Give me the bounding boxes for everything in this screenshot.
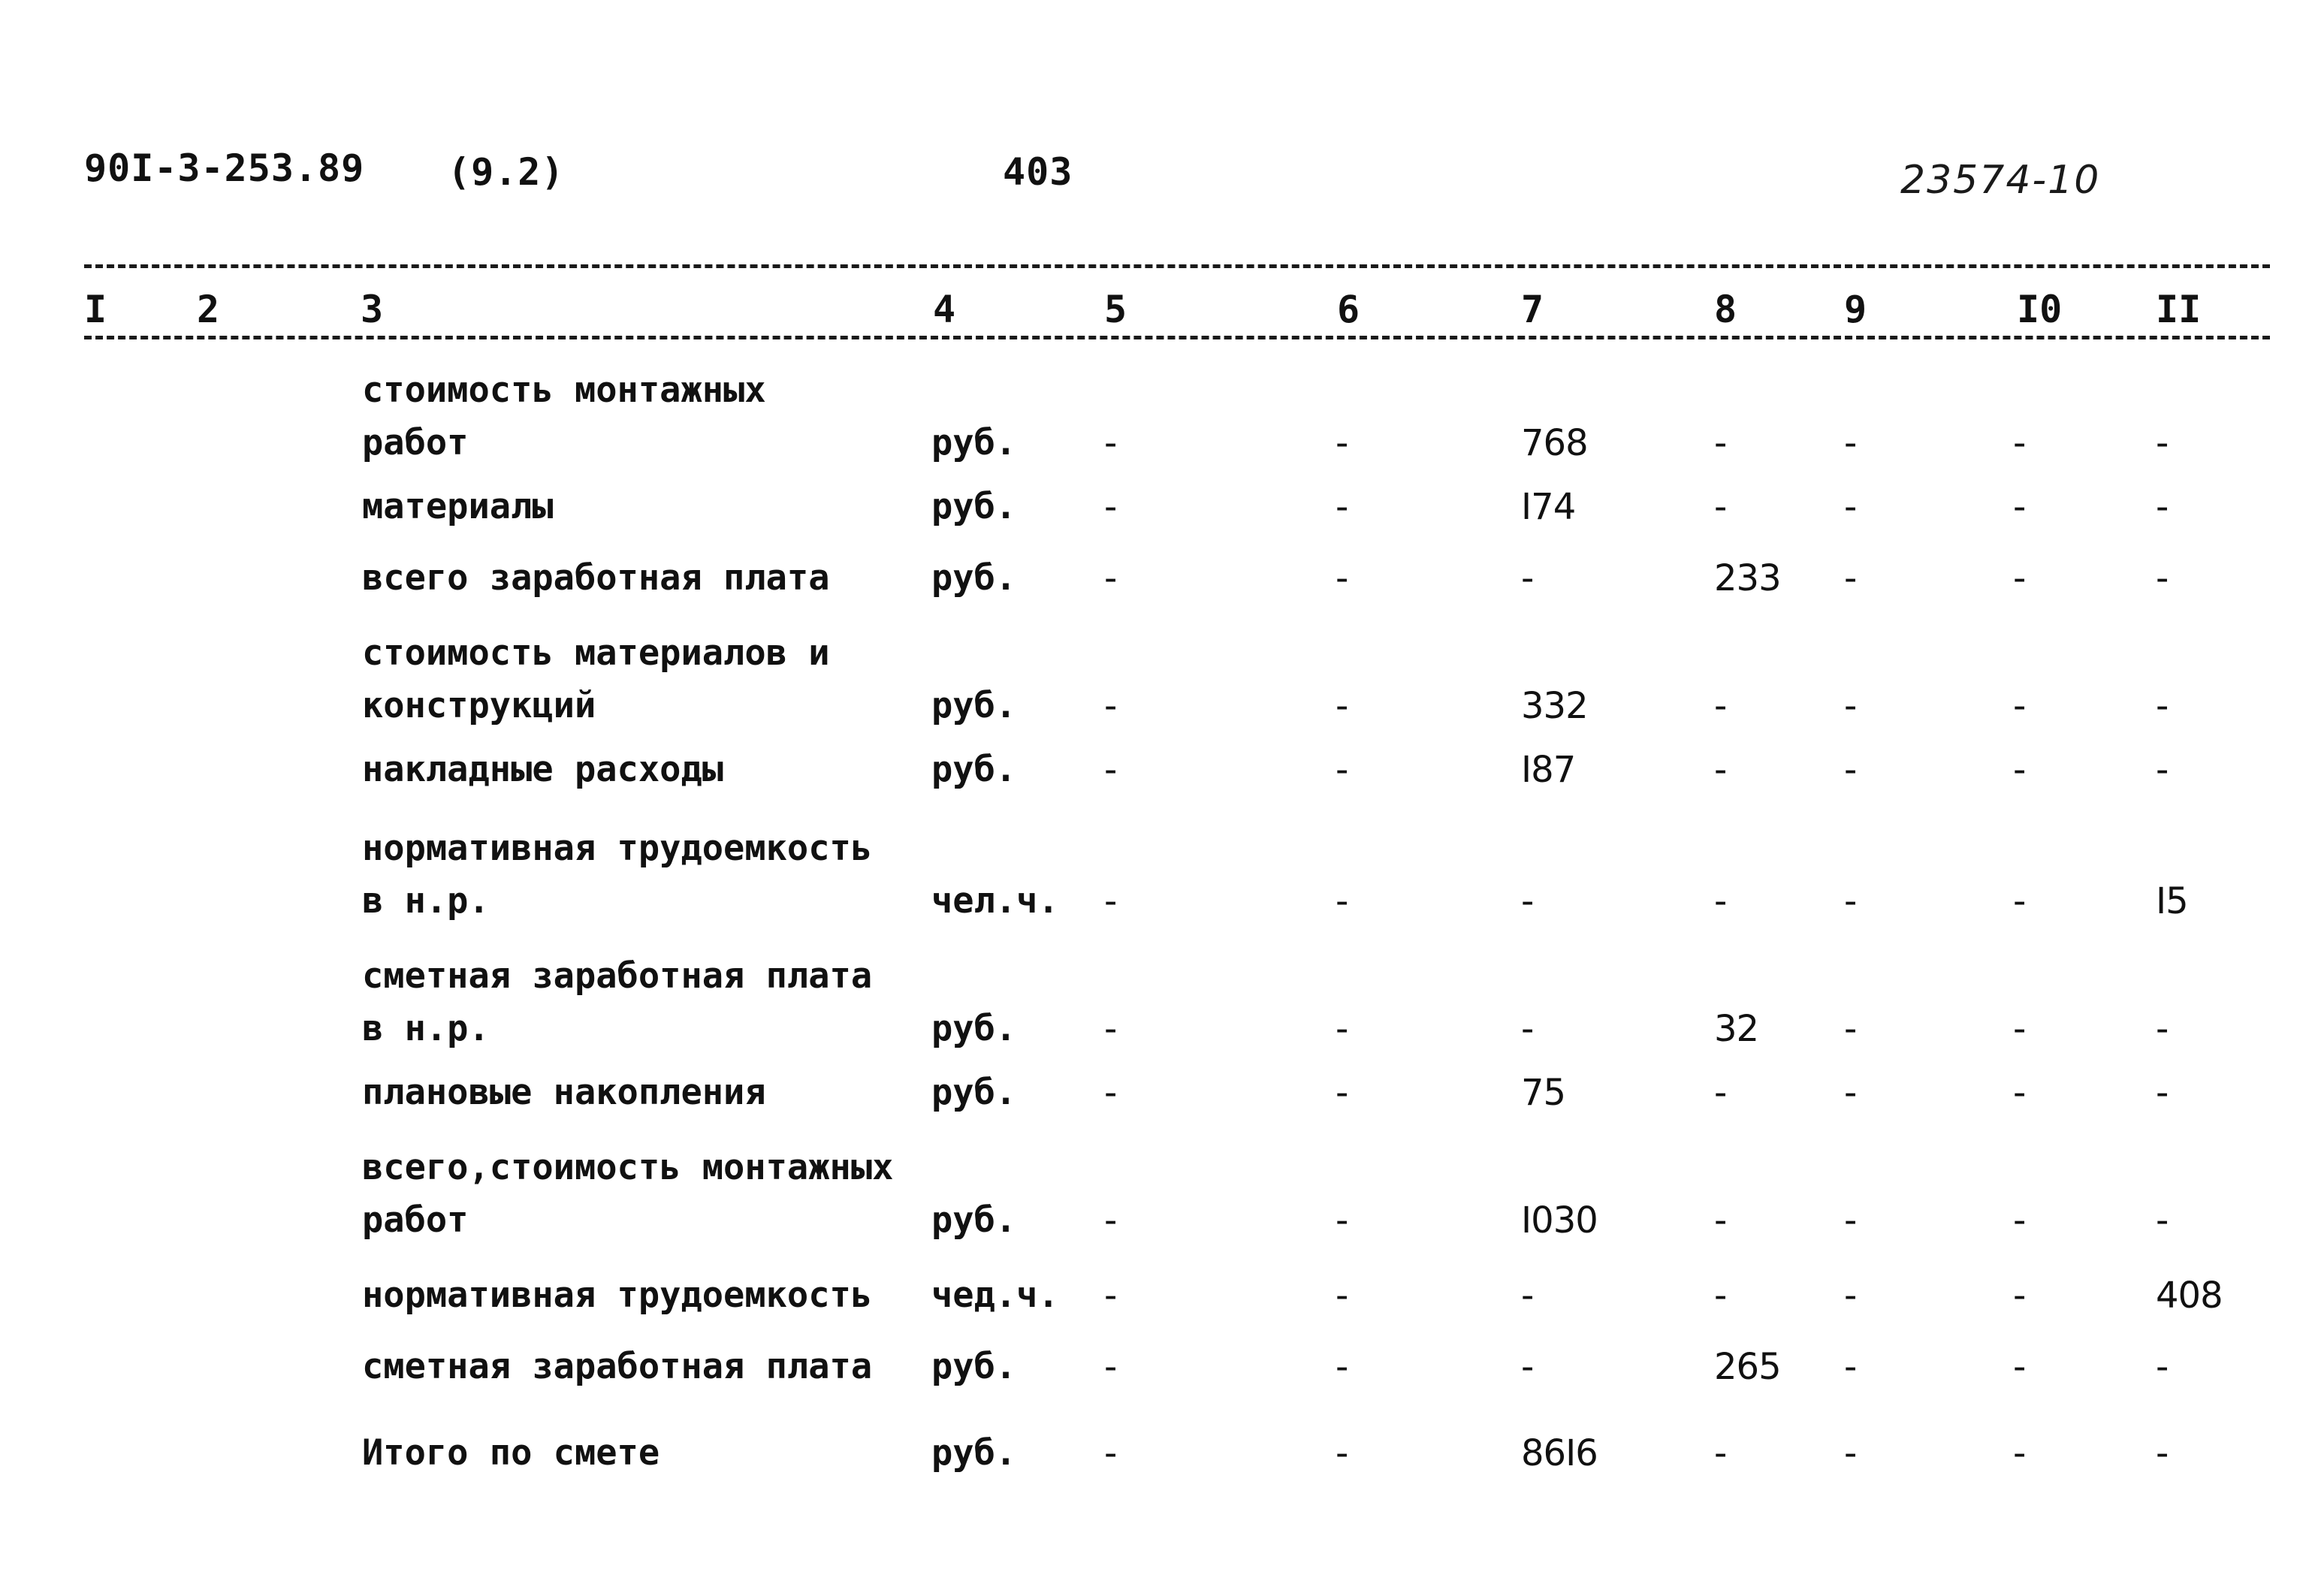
value-cell-col10: -: [2013, 486, 2026, 528]
value-cell-col7: I87: [1521, 749, 1576, 791]
description-line: плановые накопления: [362, 1072, 766, 1113]
unit-cell: руб.: [931, 1432, 1017, 1474]
value-cell-col7: -: [1521, 1008, 1534, 1050]
document-code: 90I-3-253.89: [84, 146, 365, 190]
value-cell-col8: -: [1714, 422, 1727, 464]
value-cell-col10: -: [2013, 557, 2026, 599]
page-number: 403: [1003, 150, 1073, 194]
value-cell-col9: -: [1844, 880, 1857, 922]
description-line: стоимость монтажных: [362, 370, 766, 411]
value-cell-col6: -: [1336, 749, 1348, 791]
value-cell-col11: -: [2156, 1199, 2169, 1242]
description-line: накладные расходы: [362, 749, 724, 790]
value-cell-col6: -: [1336, 685, 1348, 727]
description-line: конструкций: [362, 685, 596, 726]
unit-cell: руб.: [931, 749, 1017, 790]
value-cell-col6: -: [1336, 557, 1348, 599]
unit-cell: руб.: [931, 1346, 1017, 1387]
row-description: [362, 950, 872, 1055]
unit-cell: чел.ч.: [931, 880, 1059, 922]
value-cell-col7: I030: [1521, 1199, 1598, 1242]
value-cell-col6: -: [1336, 1008, 1348, 1050]
value-cell-col11: 408: [2156, 1275, 2223, 1317]
value-cell-col8: -: [1714, 1072, 1727, 1114]
description-line: нормативная трудоемкость: [362, 828, 873, 869]
unit-cell: руб.: [931, 1072, 1017, 1113]
column-number: 4: [933, 288, 956, 331]
value-cell-col10: -: [2013, 1275, 2026, 1317]
header-bottom-rule: [84, 336, 2270, 339]
value-cell-col11: -: [2156, 749, 2169, 791]
value-cell-col5: -: [1104, 1072, 1117, 1114]
row-description: [362, 1142, 893, 1247]
value-cell-col6: -: [1336, 1199, 1348, 1242]
value-cell-col7: 75: [1521, 1072, 1566, 1114]
value-cell-col10: -: [2013, 1199, 2026, 1242]
value-cell-col9: -: [1844, 1072, 1857, 1114]
section-number: (9.2): [448, 150, 565, 194]
value-cell-col10: -: [2013, 749, 2026, 791]
value-cell-col9: -: [1844, 557, 1857, 599]
value-cell-col5: -: [1104, 1432, 1117, 1474]
value-cell-col10: -: [2013, 1072, 2026, 1114]
row-description: [362, 1067, 766, 1119]
unit-cell: руб.: [931, 685, 1017, 726]
unit-cell: чед.ч.: [931, 1275, 1059, 1316]
value-cell-col8: -: [1714, 880, 1727, 922]
value-cell-col10: -: [2013, 880, 2026, 922]
value-cell-col9: -: [1844, 1008, 1857, 1050]
value-cell-col5: -: [1104, 557, 1117, 599]
value-cell-col8: -: [1714, 749, 1727, 791]
value-cell-col5: -: [1104, 1275, 1117, 1317]
value-cell-col9: -: [1844, 749, 1857, 791]
value-cell-col10: -: [2013, 1432, 2026, 1474]
description-line: всего заработная плата: [362, 557, 830, 599]
column-number: 5: [1104, 288, 1127, 331]
description-line: нормативная трудоемкость: [362, 1275, 873, 1316]
value-cell-col5: -: [1104, 749, 1117, 791]
value-cell-col5: -: [1104, 1199, 1117, 1242]
value-cell-col5: -: [1104, 486, 1117, 528]
value-cell-col8: -: [1714, 685, 1727, 727]
value-cell-col10: -: [2013, 1008, 2026, 1050]
description-line: сметная заработная плата: [362, 1346, 873, 1387]
description-line: в н.р.: [362, 880, 490, 922]
value-cell-col7: -: [1521, 1346, 1534, 1388]
column-number: II: [2156, 288, 2202, 331]
value-cell-col8: -: [1714, 1199, 1727, 1242]
row-description: [362, 822, 872, 928]
value-cell-col6: -: [1336, 1072, 1348, 1114]
unit-cell: руб.: [931, 557, 1017, 599]
value-cell-col7: I74: [1521, 486, 1576, 528]
value-cell-col8: -: [1714, 1275, 1727, 1317]
value-cell-col11: -: [2156, 685, 2169, 727]
value-cell-col6: -: [1336, 422, 1348, 464]
value-cell-col7: 768: [1521, 422, 1588, 464]
row-description: [362, 481, 554, 533]
value-cell-col6: -: [1336, 1346, 1348, 1388]
value-cell-col5: -: [1104, 422, 1117, 464]
value-cell-col11: -: [2156, 1432, 2169, 1474]
value-cell-col8: -: [1714, 1432, 1727, 1474]
description-line: работ: [362, 1199, 469, 1241]
value-cell-col11: -: [2156, 486, 2169, 528]
unit-cell: руб.: [931, 1008, 1017, 1049]
header-top-rule: [84, 264, 2270, 268]
description-line: работ: [362, 422, 469, 463]
value-cell-col6: -: [1336, 1275, 1348, 1317]
column-number: 6: [1337, 288, 1360, 331]
column-number: 8: [1714, 288, 1737, 331]
row-description: [362, 364, 766, 469]
value-cell-col5: -: [1104, 880, 1117, 922]
value-cell-col8: 233: [1714, 557, 1781, 599]
value-cell-col11: -: [2156, 1072, 2169, 1114]
row-description: [362, 1427, 660, 1480]
value-cell-col11: I5: [2156, 880, 2188, 922]
description-line: в н.р.: [362, 1008, 490, 1049]
column-number: 7: [1521, 288, 1544, 331]
description-line: стоимость материалов и: [362, 632, 830, 674]
column-number: 9: [1844, 288, 1867, 331]
row-description: [362, 552, 830, 605]
value-cell-col10: -: [2013, 422, 2026, 464]
value-cell-col7: 86I6: [1521, 1432, 1598, 1474]
value-cell-col5: -: [1104, 685, 1117, 727]
value-cell-col10: -: [2013, 1346, 2026, 1388]
value-cell-col7: -: [1521, 880, 1534, 922]
value-cell-col5: -: [1104, 1008, 1117, 1050]
description-line: материалы: [362, 486, 554, 527]
description-line: сметная заработная плата: [362, 955, 873, 997]
value-cell-col11: -: [2156, 422, 2169, 464]
value-cell-col11: -: [2156, 1008, 2169, 1050]
value-cell-col9: -: [1844, 1275, 1857, 1317]
value-cell-col9: -: [1844, 685, 1857, 727]
value-cell-col6: -: [1336, 1432, 1348, 1474]
value-cell-col9: -: [1844, 1199, 1857, 1242]
value-cell-col9: -: [1844, 486, 1857, 528]
handwritten-reference: 23574-10: [1900, 158, 2101, 203]
value-cell-col6: -: [1336, 880, 1348, 922]
value-cell-col9: -: [1844, 1432, 1857, 1474]
value-cell-col8: -: [1714, 486, 1727, 528]
value-cell-col10: -: [2013, 685, 2026, 727]
value-cell-col9: -: [1844, 422, 1857, 464]
row-description: [362, 627, 830, 732]
value-cell-col8: 265: [1714, 1346, 1781, 1388]
column-number: 3: [361, 288, 384, 331]
row-description: [362, 744, 723, 796]
value-cell-col7: -: [1521, 1275, 1534, 1317]
value-cell-col9: -: [1844, 1346, 1857, 1388]
row-description: [362, 1269, 872, 1322]
value-cell-col11: -: [2156, 1346, 2169, 1388]
value-cell-col7: -: [1521, 557, 1534, 599]
unit-cell: руб.: [931, 1199, 1017, 1241]
value-cell-col11: -: [2156, 557, 2169, 599]
value-cell-col7: 332: [1521, 685, 1588, 727]
row-description: [362, 1341, 872, 1393]
value-cell-col8: 32: [1714, 1008, 1759, 1050]
unit-cell: руб.: [931, 422, 1017, 463]
column-number: I0: [2017, 288, 2063, 331]
description-line: Итого по смете: [362, 1432, 660, 1474]
value-cell-col5: -: [1104, 1346, 1117, 1388]
value-cell-col6: -: [1336, 486, 1348, 528]
column-number: 2: [197, 288, 220, 331]
unit-cell: руб.: [931, 486, 1017, 527]
column-number: I: [84, 288, 107, 331]
description-line: всего,стоимость монтажных: [362, 1147, 894, 1188]
